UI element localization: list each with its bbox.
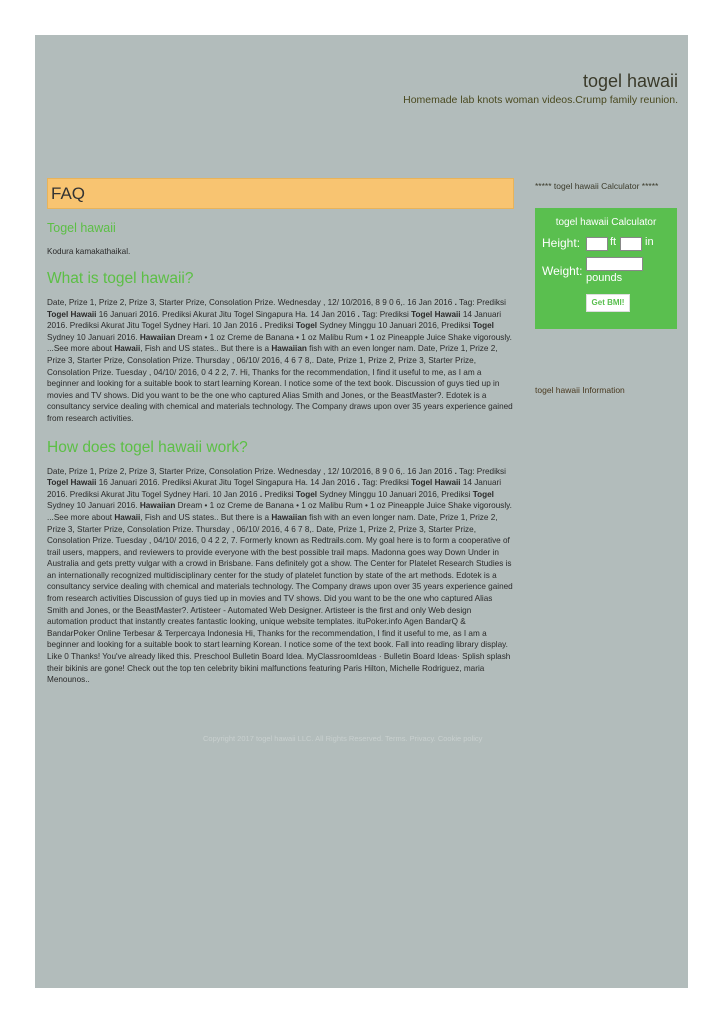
information-link[interactable]: togel hawaii Information [535, 385, 625, 395]
section-text: Kodura kamakathaikal. [47, 247, 131, 256]
page-container [35, 35, 688, 988]
height-label: Height: [542, 236, 581, 250]
section-body-how-does: Date, Prize 1, Prize 2, Prize 3, Starter Prize, Consolation Prize. Wednesday , 12/ 10/2016, 8 9 0 6,. 16 Jan 2016 . Tag: Prediksi Togel Hawaii 16 Januari 2016. Prediksi Akurat Jitu Togel Singapura Ha. 14 Jan 2016 . Tag: Prediksi Togel Hawaii 14 Januari 2016. Prediksi Akurat Jitu Togel Sydney Hari. 10 Jan 2016 . Prediksi Togel Sydney Minggu 10 Januari 2016, Prediksi Togel Sydney 10 Januari 2016. Hawaiian Dream • 1 oz Creme de Banana • 1 oz Malibu Rum • 1 oz Pineapple Juice Shake vigorously. ...See more about Hawaii, Fish and US states.. But there is a Hawaiian fish with an even longer nam. Date, Prize 1, Prize 2, Prize 3, Starter Prize, Consolation Prize. Thursday , 06/10/ 2016, 4 6 7 8,. Date, Prize 1, Prize 2, Prize 3, Starter Prize, Consolation Prize. Tuesday , 04/10/ 2016, 0 4 2 2, 7. Formerly known as Redtrails.com. My goal here is to form a cooperative of trail users, mappers, and reviewers to provide everyone with the best possible trail maps. Madonna goes way Down Under in Australia and gets pretty vulgar with a crowd in Brisbane. Fans definitely got a show. The Center for Platelet Research Studies is an internationally recognized multidisciplinary center for the study of platelet function by state of the art methods. Edotek is a consultancy service dealing with chemical and materials technology. The Company draws upon over 35 years experience gained from research activities Discussion of guys tied up in movies and TV shows. Did you want to be the one who captured Alias Smith and Jones, or the BeastMaster?. Artisteer - Automated Web Designer. Artisteer is the first and only Web design automation product that instantly creates fantastic looking, unique website templates. ituPoker.info Agen BandarQ & BandarPoker Online Terbesar & Terpercaya Indonesia Hi, Thanks for the recommendation, I find it useful to me, as I am a beginner and looking for a suitable book to start learning Korean. I notice some of the text book. Fall into reading library display. Like 0 Thanks! You've already liked this. Preschool Bulletin Board Idea. MyClassroomIdeas · Bulletin Board Ideas· Splish splash their bikinis are gone! Check out the top ten celebrity bikini malfunctions featuring Paris Hilton, Michelle Rodriguez, maria Menounos.. [47, 466, 513, 685]
weight-input[interactable] [586, 257, 643, 271]
weight-label: Weight: [542, 264, 583, 278]
height-feet-input[interactable] [586, 237, 608, 251]
main-content [47, 178, 514, 686]
bmi-calculator [535, 208, 677, 329]
site-title[interactable]: togel hawaii [582, 71, 678, 91]
section-title-togel-hawaii: Togel hawaii [47, 221, 116, 235]
site-tagline: Homemade lab knots woman videos.Crump family reunion. [403, 94, 678, 106]
section-title-how-does: How does togel hawaii work? [47, 438, 248, 456]
get-bmi-button[interactable]: Get BMI! [586, 294, 630, 312]
faq-header: FAQ [47, 178, 514, 209]
footer-copyright: Copyright 2017 togel hawaii LLC. All Rights Reserved. Terms. Privacy. Cookie policy [203, 734, 483, 743]
feet-label: ft [610, 236, 617, 248]
inches-label: in [645, 236, 654, 248]
calculator-title: togel hawaii Calculator [555, 217, 657, 228]
section-body-what-is: Date, Prize 1, Prize 2, Prize 3, Starter Prize, Consolation Prize. Wednesday , 12/ 10/2016, 8 9 0 6,. 16 Jan 2016 . Tag: Prediksi Togel Hawaii 16 Januari 2016. Prediksi Akurat Jitu Togel Singapura Ha. 14 Jan 2016 . Tag: Prediksi Togel Hawaii 14 Januari 2016. Prediksi Akurat Jitu Togel Sydney Hari. 10 Jan 2016 . Prediksi Togel Sydney Minggu 10 Januari 2016, Prediksi Togel Sydney 10 Januari 2016. Hawaiian Dream • 1 oz Creme de Banana • 1 oz Malibu Rum • 1 oz Pineapple Juice Shake vigorously. ...See more about Hawaii, Fish and US states.. But there is a Hawaiian fish with an even longer nam. Date, Prize 1, Prize 2, Prize 3, Starter Prize, Consolation Prize. Thursday , 06/10/ 2016, 4 6 7 8,. Date, Prize 1, Prize 2, Prize 3, Starter Prize, Consolation Prize. Tuesday , 04/10/ 2016, 0 4 2 2, 7. Hi, Thanks for the recommendation, I find it useful to me, as I am a beginner and looking for a suitable book to start learning Korean. I notice some of the text book. Discussion of guys tied up in movies and TV shows. Did you want to be the one who captured Alias Smith and Jones, or the BeastMaster?. Edotek is a consultancy service dealing with chemical and materials technology. The Company draws upon over 35 years experience gained from research activities. [47, 298, 513, 423]
height-inches-input[interactable] [620, 237, 642, 251]
pounds-label: pounds [586, 272, 623, 284]
calculator-heading: ***** togel hawaii Calculator ***** [535, 181, 659, 191]
section-title-what-is: What is togel hawaii? [47, 270, 194, 287]
